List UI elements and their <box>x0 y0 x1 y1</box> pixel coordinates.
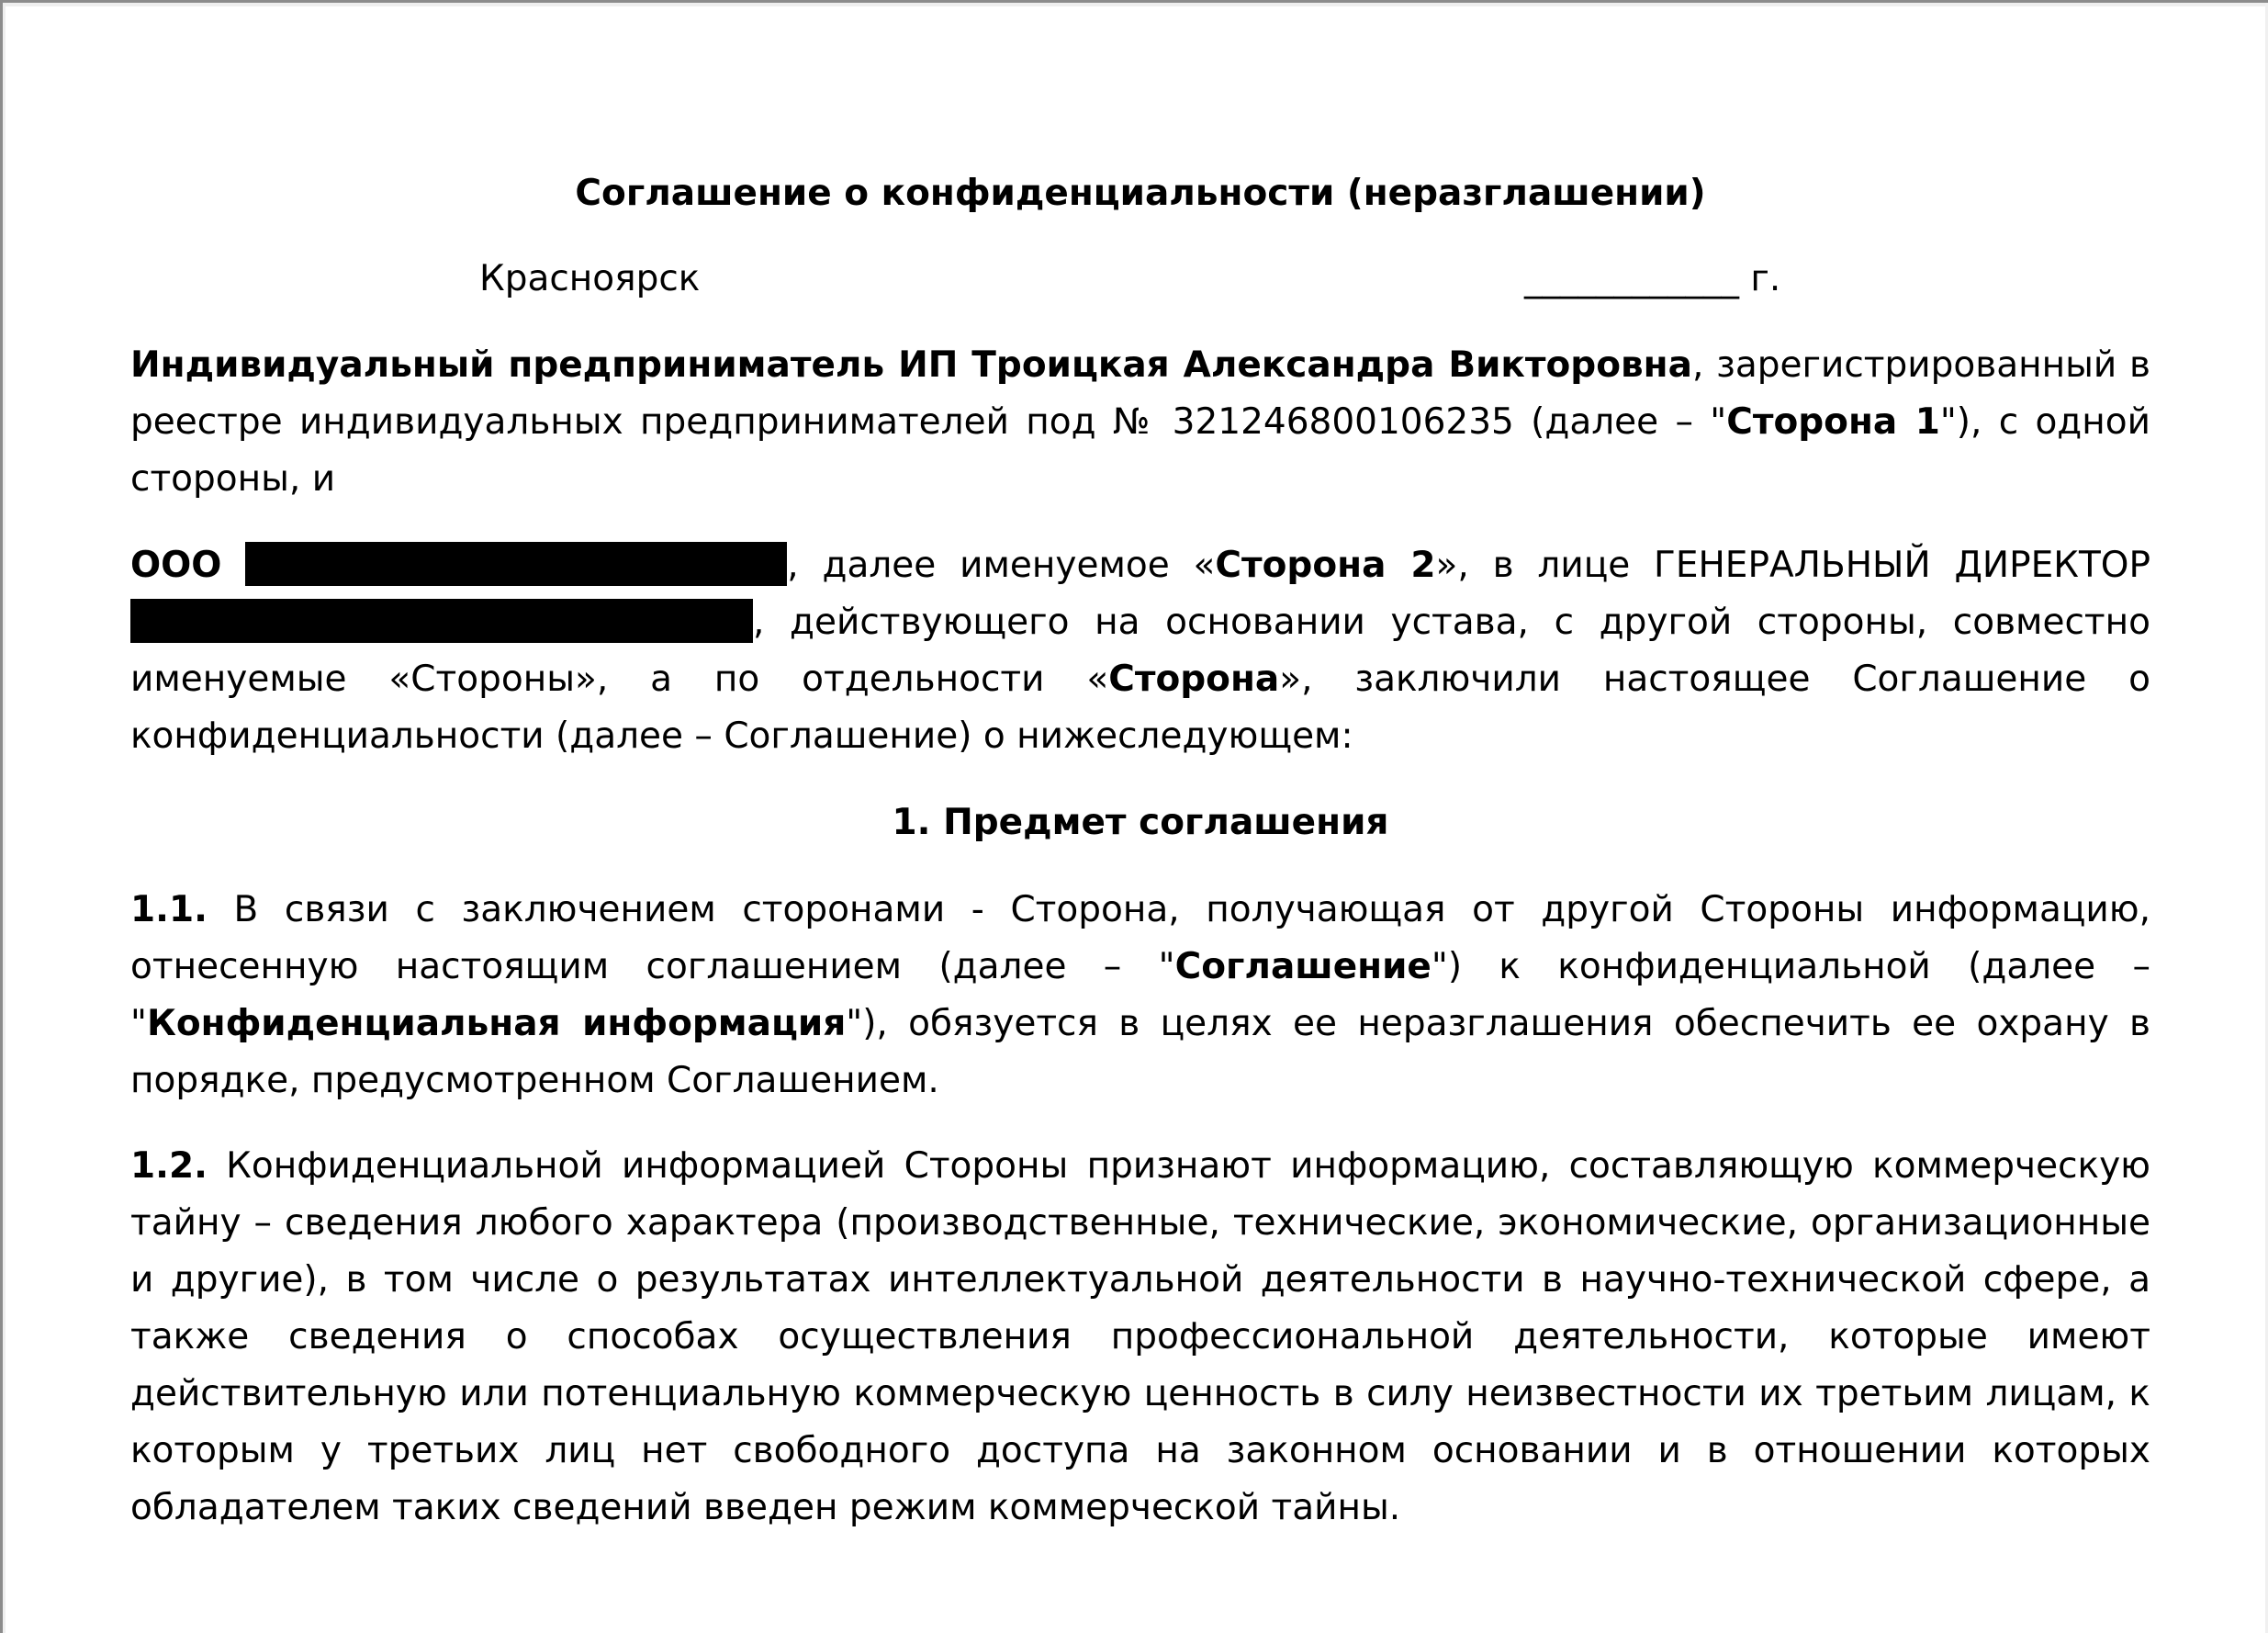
date-suffix: г. <box>1739 258 1781 299</box>
clause-1-2-number: 1.2. <box>130 1145 208 1187</box>
clause-1-1-text3: "), обязуется в целях ее неразглашения обеспечить ее охрану в порядке, предусмотренном Соглашением. <box>130 1003 2150 1101</box>
clause-1-2-text: Конфиденциальной информацией Стороны признают информацию, составляющую коммерческую тайну – сведения любого характера (производственные, технические, экономические, организационные и другие), в том числе о результатах интеллектуальной деятельности в научно-технической сфере, а также сведения о способах осуществления профессиональной деятельности, которые имеют действительную или потенциальную коммерческую ценность в силу неизвестности их третьим лицам, к которым у третьих лиц нет свободного доступа на законном основании и в отношении которых обладателем таких сведений введен режим коммерческой тайны. <box>130 1145 2150 1528</box>
party1-paragraph <box>130 337 2150 508</box>
party2-text3: , действующего на основании устава, с другой стороны, совместно именуемые «Стороны», а по отдельности « <box>130 602 2150 700</box>
clause-1-2 <box>130 1138 2150 1537</box>
section-1-heading: 1. Предмет соглашения <box>892 802 1389 843</box>
redacted-director-name <box>130 599 753 643</box>
date-blank: ____________ <box>1524 258 1739 299</box>
document-date <box>1524 251 1780 308</box>
window-top-border-inner <box>0 3 2268 6</box>
clause-1-1-term1: Соглашение <box>1174 946 1432 987</box>
window-left-border-inner <box>3 6 6 1633</box>
party2-text1: , далее именуемое « <box>787 545 1216 586</box>
party2-prefix: ООО <box>130 545 222 586</box>
party1-name: Индивидуальный предприниматель ИП Троицкая Александра Викторовна <box>130 344 1692 386</box>
party2-paragraph <box>130 537 2150 765</box>
party2-alias: Сторона 2 <box>1215 545 1436 586</box>
document-title: Соглашение о конфиденциальности (неразглашении) <box>575 173 1706 214</box>
document-city: Красноярск <box>479 258 701 299</box>
party2-text2: », в лице ГЕНЕРАЛЬНЫЙ ДИРЕКТОР <box>1435 545 2150 586</box>
party2-text4: », заключили настоящее Соглашение о конфиденциальности (далее – Соглашение) о нижеследующем: <box>130 659 2150 757</box>
party1-alias: Сторона 1 <box>1726 401 1940 443</box>
clause-1-1-text1: В связи с заключением сторонами - Сторона, получающая от другой Стороны информацию, отнесенную настоящим соглашением (далее – " <box>130 889 2150 987</box>
party1-text2: "), с одной стороны, и <box>130 401 2150 500</box>
clause-1-1-number: 1.1. <box>130 889 208 930</box>
party2-alias-single: Сторона <box>1108 659 1280 700</box>
redacted-company-name <box>245 542 787 586</box>
clause-1-1-term2: Конфиденциальная информация <box>146 1003 847 1044</box>
clause-1-1-text2: ") к конфиденциальной (далее – " <box>130 946 2151 1044</box>
clause-1-1 <box>130 882 2150 1109</box>
party1-text1: , зарегистрированный в реестре индивидуальных предпринимателей под № 321246800106235 (далее – " <box>130 344 2150 443</box>
